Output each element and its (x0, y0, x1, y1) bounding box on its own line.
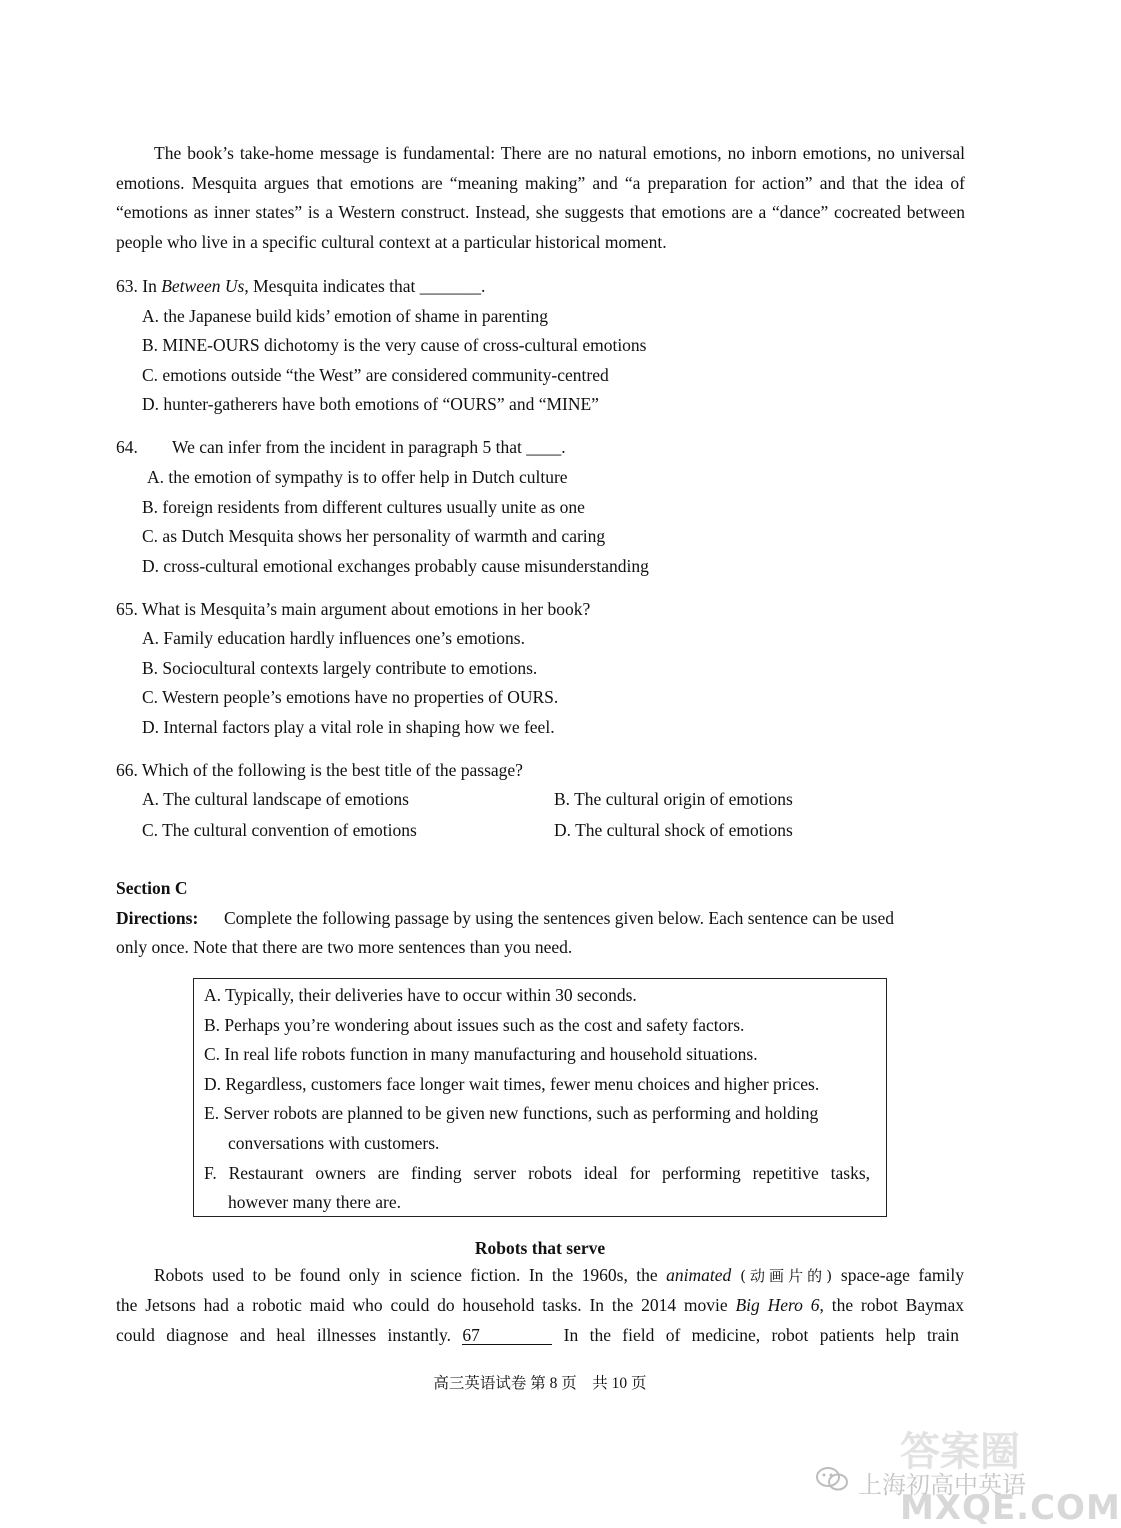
sentence-b: B. Perhaps you’re wondering about issues such as the cost and safety factors. (204, 1015, 745, 1035)
passage-line-2: the Jetsons had a robotic maid who could do household tasks. In the 2014 movie Big Hero 6, the robot Baymax (116, 1295, 964, 1315)
question-64-stem: We can infer from the incident in paragraph 5 that ____. (172, 437, 566, 457)
watermark-site: MXQE.COM (900, 1488, 1121, 1528)
q65-option-d: D. Internal factors play a vital role in shaping how we feel. (142, 717, 555, 737)
movie-title: Big Hero 6 (735, 1295, 820, 1315)
question-66-stem: 66. Which of the following is the best title of the passage? (116, 760, 523, 780)
directions-text-line-1: Complete the following passage by using the sentences given below. Each sentence can be used (224, 908, 894, 928)
gloss-word: animated (666, 1265, 732, 1285)
q63-option-b: B. MINE-OURS dichotomy is the very cause of cross-cultural emotions (142, 335, 647, 355)
answer-blank-67[interactable]: 67 (462, 1326, 552, 1345)
q63-option-c: C. emotions outside “the West” are considered community-centred (142, 365, 609, 385)
question-63-stem: 63. In Between Us, Mesquita indicates that _______. (116, 276, 486, 296)
q65-option-c: C. Western people’s emotions have no properties of OURS. (142, 687, 559, 707)
section-c-heading: Section C (116, 878, 188, 898)
q65-option-b: B. Sociocultural contexts largely contribute to emotions. (142, 658, 538, 678)
q65-option-a: A. Family education hardly influences one’s emotions. (142, 628, 525, 648)
sentence-options-box (193, 978, 887, 1217)
q64-option-b: B. foreign residents from different cultures usually unite as one (142, 497, 585, 517)
q66-option-d: D. The cultural shock of emotions (554, 820, 793, 840)
sentence-e-line-2: conversations with customers. (228, 1133, 440, 1153)
watermark-brand: 答案圈 (900, 1429, 1020, 1475)
passage-line-3: could diagnose and heal illnesses instantly. 67 In the field of medicine, robot patients help train (116, 1325, 960, 1345)
q64-option-a: A. the emotion of sympathy is to offer help in Dutch culture (147, 467, 568, 487)
q63-option-d: D. hunter-gatherers have both emotions of “OURS” and “MINE” (142, 394, 599, 414)
question-64-number: 64. (116, 437, 138, 457)
sentence-a: A. Typically, their deliveries have to occur within 30 seconds. (204, 985, 637, 1005)
chinese-gloss: (动画片的) (731, 1267, 841, 1285)
directions-text-line-2: only once. Note that there are two more sentences than you need. (116, 937, 573, 957)
sentence-f-line-1: F. Restaurant owners are finding server robots ideal for performing repetitive tasks, (204, 1163, 870, 1183)
intro-paragraph: The book’s take-home message is fundamental: There are no natural emotions, no inborn emotions, no universal emotions. Mesquita argues that emotions are “meaning making” and “a preparation for action” and that the idea of “emotions as inner states” is a Western construct. Instead, she suggests that emotions are a “dance” cocreated between people who live in a specific cultural context at a particular historical moment. (116, 143, 965, 252)
passage-title: Robots that serve (474, 1238, 606, 1258)
book-title: Between Us (161, 276, 245, 296)
q64-option-d: D. cross-cultural emotional exchanges probably cause misunderstanding (142, 556, 649, 576)
sentence-c: C. In real life robots function in many manufacturing and household situations. (204, 1044, 758, 1064)
sentence-d: D. Regardless, customers face longer wait times, fewer menu choices and higher prices. (204, 1074, 820, 1094)
sentence-e-line-1: E. Server robots are planned to be given new functions, such as performing and holding (204, 1103, 819, 1123)
q63-option-a: A. the Japanese build kids’ emotion of shame in parenting (142, 306, 548, 326)
q66-option-a: A. The cultural landscape of emotions (142, 789, 409, 809)
page-footer: 高三英语试卷 第 8 页 共 10 页 (433, 1375, 647, 1392)
watermark-account: 上海初高中英语 (858, 1471, 1026, 1499)
q66-option-b: B. The cultural origin of emotions (554, 789, 793, 809)
question-65-stem: 65. What is Mesquita’s main argument about emotions in her book? (116, 599, 591, 619)
q64-option-c: C. as Dutch Mesquita shows her personality of warmth and caring (142, 526, 606, 546)
q66-option-c: C. The cultural convention of emotions (142, 820, 417, 840)
sentence-f-line-2: however many there are. (228, 1192, 401, 1212)
directions-label: Directions: (116, 908, 199, 928)
wechat-icon (815, 1466, 849, 1492)
passage-line-1: Robots used to be found only in science fiction. In the 1960s, the animated (动画片的) space-age family (154, 1265, 964, 1285)
